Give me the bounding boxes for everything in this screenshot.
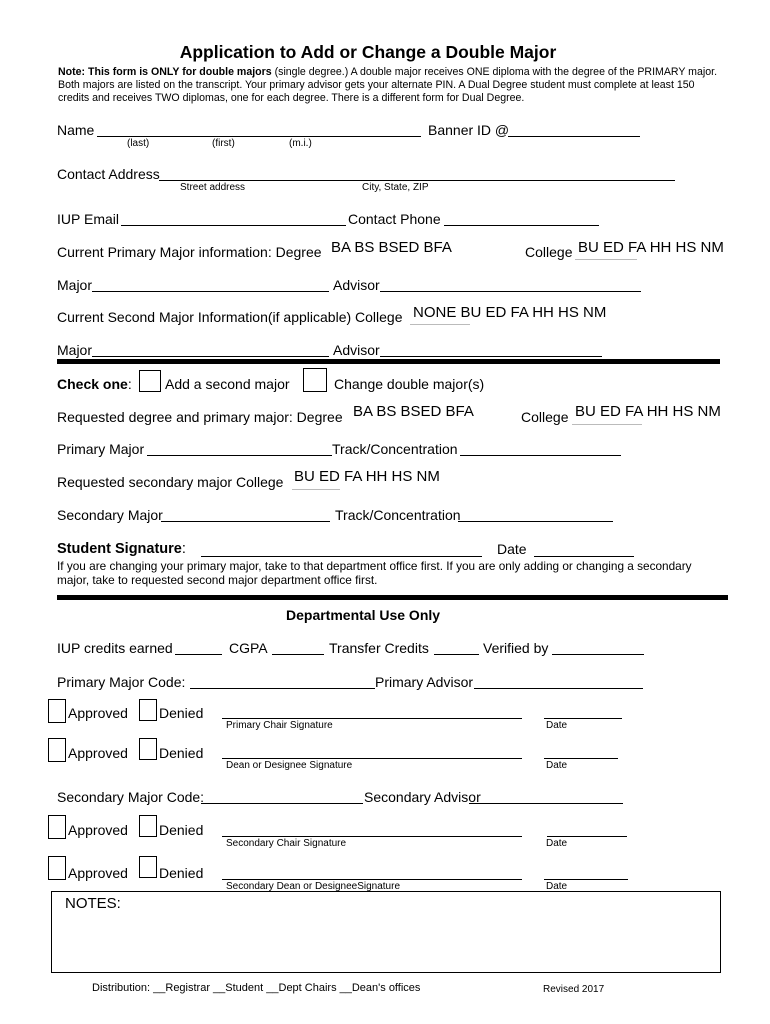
contact-phone-field[interactable] [444,225,599,226]
secondary-code-label: Secondary Major Code: [57,789,205,805]
secondary-dean-date-field[interactable] [544,879,628,880]
contact-address-label: Contact Address [57,166,160,182]
current-major-label: Major [57,277,93,293]
secondary-major-label: Secondary Major [57,507,163,523]
secondary-chair-approved-checkbox[interactable] [48,815,66,839]
name-field[interactable] [97,136,421,137]
department-divider [57,595,728,600]
primary-chair-date-caption: Date [546,720,568,731]
student-date-field[interactable] [534,556,634,557]
primary-chair-denied-checkbox[interactable] [139,699,157,721]
dean-date-caption: Date [546,760,568,771]
primary-advisor-field[interactable] [474,688,643,689]
name-last-caption: (last) [127,138,150,149]
primary-track-label: Track/Concentration [332,441,458,457]
primary-major-field[interactable] [147,455,332,456]
primary-chair-denied-label: Denied [159,705,204,721]
current-advisor-label: Advisor [333,277,380,293]
cgpa-field[interactable] [272,654,324,655]
form-note [58,66,718,105]
section-divider [57,359,720,364]
street-address-caption: Street address [180,182,246,193]
secondary-major-field[interactable] [161,521,330,522]
primary-major-label: Primary Major [57,441,145,457]
student-signature-field[interactable] [201,556,482,557]
change-double-major-checkbox[interactable] [303,368,327,392]
transfer-credits-label: Transfer Credits [329,640,429,656]
student-signature-text: Student Signature [57,541,182,557]
requested-secondary-college-underline [292,489,340,490]
dean-date-field[interactable] [544,758,618,759]
note-label: Note: This form is ONLY for double majors [58,66,272,78]
student-date-label: Date [497,541,527,557]
add-second-major-checkbox[interactable] [139,370,161,392]
secondary-dean-signature-field[interactable] [222,879,522,880]
routing-instructions: If you are changing your primary major, take to that department office first. If you are only adding or changing a secondary major, take to requested second major department office first. [57,559,692,587]
primary-chair-signature-field[interactable] [222,718,522,719]
requested-degree-select[interactable]: BA BS BSED BFA [353,403,474,420]
second-advisor-label: Advisor [333,342,380,358]
primary-chair-date-field[interactable] [544,718,622,719]
requested-college-select[interactable]: BU ED FA HH HS NM [575,403,721,420]
secondary-chair-signature-field[interactable] [222,836,522,837]
check-one-text: Check one [57,376,128,392]
secondary-dean-denied-checkbox[interactable] [139,856,157,878]
student-signature-label [57,542,186,557]
primary-advisor-label: Primary Advisor [375,674,474,690]
iup-credits-label: IUP credits earned [57,640,173,656]
add-second-major-label: Add a second major [165,376,290,392]
notes-box[interactable] [51,891,721,973]
primary-chair-approved-checkbox[interactable] [48,699,66,723]
primary-chair-signature-caption: Primary Chair Signature [226,720,333,731]
contact-phone-label: Contact Phone [348,211,441,227]
secondary-chair-approved-label: Approved [68,822,128,838]
primary-chair-approved-label: Approved [68,705,128,721]
iup-credits-field[interactable] [175,654,222,655]
form-title: Application to Add or Change a Double Major [179,42,557,62]
city-state-zip-caption: City, State, ZIP [362,182,429,193]
secondary-chair-date-field[interactable] [547,836,627,837]
current-major-field[interactable] [92,291,329,292]
check-one-colon: : [127,376,132,392]
contact-address-field[interactable] [159,180,675,181]
name-first-caption: (first) [212,138,235,149]
secondary-advisor-field[interactable] [469,803,623,804]
notes-label: NOTES: [65,895,121,912]
banner-id-field[interactable] [508,136,640,137]
current-college-underline [575,259,637,260]
current-primary-label: Current Primary Major information: Degree [57,244,322,260]
primary-track-field[interactable] [460,455,621,456]
secondary-chair-denied-label: Denied [159,822,204,838]
distribution-list: Distribution: __Registrar __Student __Dept Chairs __Dean's offices [92,982,421,994]
name-label: Name [57,122,95,138]
secondary-dean-date-caption: Date [546,881,568,892]
requested-college-label: College [521,409,569,425]
secondary-dean-denied-label: Denied [159,865,204,881]
note-text: (single degree.) A double major receives ONE diploma with the degree of the PRIMARY major. Both majors are listed on the transcript. Your primary advisor gets your alternate PIN. A Dual Degree student must complete at least 150 credits and receives TWO diplomas, one for each degree. There is a different form for Dual Degree. [58,66,718,104]
requested-secondary-college-select[interactable]: BU ED FA HH HS NM [294,468,440,485]
requested-secondary-label: Requested secondary major College [57,474,284,490]
secondary-dean-signature-caption: Secondary Dean or DesigneeSignature [226,881,400,892]
second-major-label: Major [57,342,93,358]
current-second-label: Current Second Major Information(if applicable) College [57,309,403,325]
dean-signature-field[interactable] [222,758,522,759]
current-second-college-select[interactable]: NONE BU ED FA HH HS NM [413,304,607,321]
secondary-track-label: Track/Concentration [335,507,461,523]
name-mi-caption: (m.i.) [289,138,312,149]
secondary-code-field[interactable] [201,803,363,804]
requested-degree-label: Requested degree and primary major: Degree [57,409,343,425]
check-one-label [57,377,132,391]
dean-approved-label: Approved [68,745,128,761]
banner-id-label: Banner ID @ [428,122,510,138]
primary-code-field[interactable] [190,688,375,689]
dean-denied-label: Denied [159,745,204,761]
requested-college-underline [572,424,642,425]
iup-email-field[interactable] [121,225,346,226]
current-college-label: College [525,244,573,260]
cgpa-label: CGPA [229,640,268,656]
dean-approved-checkbox[interactable] [48,738,66,762]
second-advisor-field[interactable] [380,356,602,357]
current-degree-select[interactable]: BA BS BSED BFA [331,239,452,256]
student-signature-colon: : [181,541,186,557]
verified-by-label: Verified by [483,640,549,656]
current-second-college-underline [410,324,470,325]
iup-email-label: IUP Email [57,211,119,227]
secondary-track-field[interactable] [458,521,613,522]
secondary-dean-approved-label: Approved [68,865,128,881]
transfer-credits-field[interactable] [434,654,479,655]
department-heading: Departmental Use Only [286,607,441,623]
secondary-chair-signature-caption: Secondary Chair Signature [226,838,347,849]
secondary-chair-denied-checkbox[interactable] [139,815,157,837]
current-college-select[interactable]: BU ED FA HH HS NM [578,239,724,256]
verified-by-field[interactable] [552,654,644,655]
secondary-dean-approved-checkbox[interactable] [48,856,66,880]
secondary-advisor-label: Secondary Advisor [364,789,481,805]
revised-date: Revised 2017 [543,984,605,995]
dean-denied-checkbox[interactable] [139,738,157,760]
second-major-field[interactable] [92,356,329,357]
dean-signature-caption: Dean or Designee Signature [226,760,353,771]
primary-code-label: Primary Major Code: [57,674,186,690]
change-double-major-label: Change double major(s) [334,376,485,392]
current-advisor-field[interactable] [380,291,641,292]
secondary-chair-date-caption: Date [546,838,568,849]
